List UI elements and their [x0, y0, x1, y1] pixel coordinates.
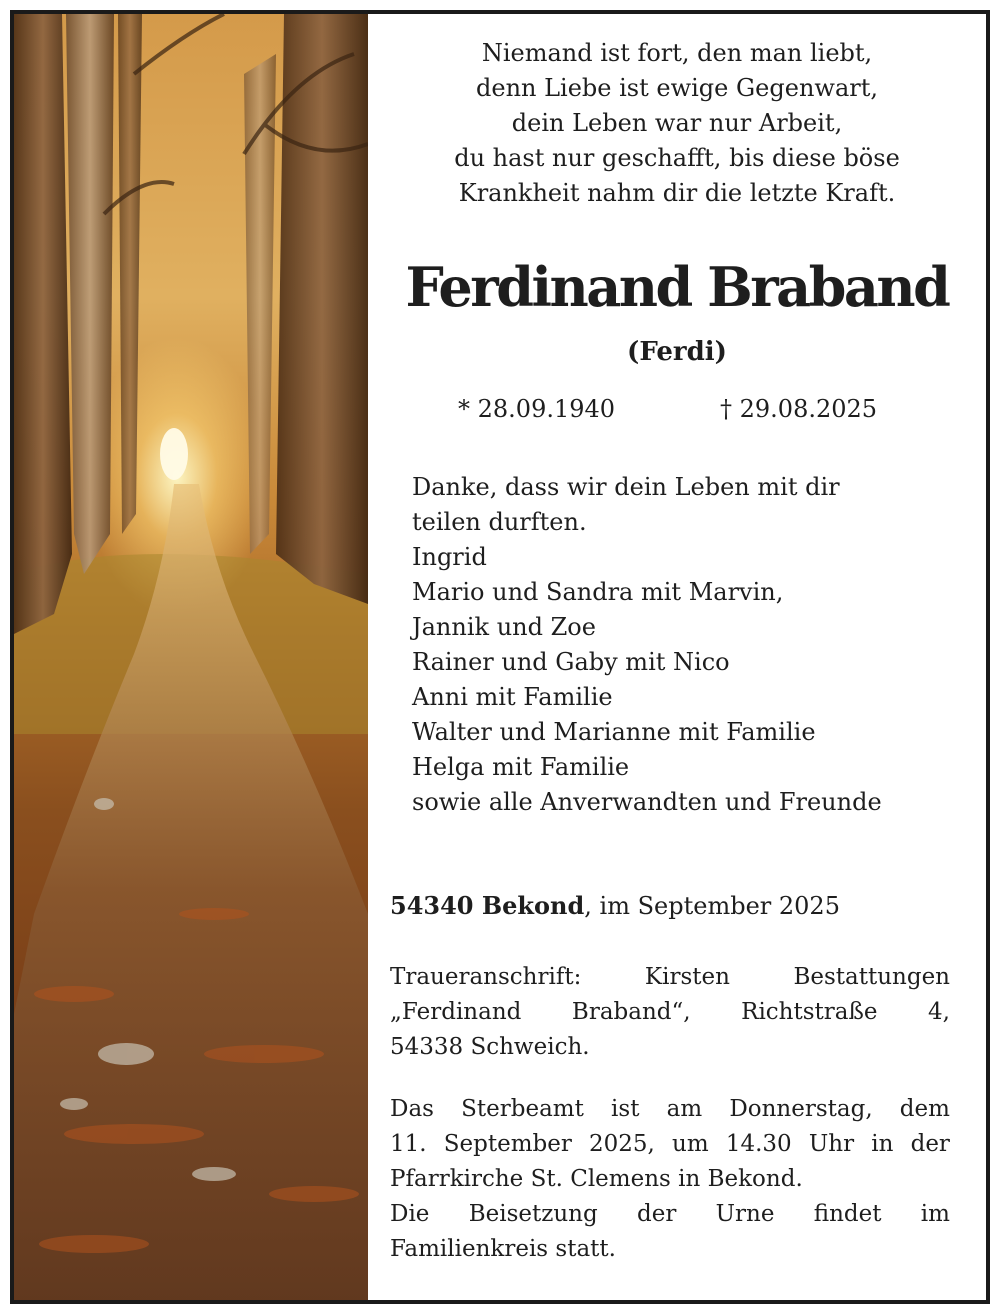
- place-town: 54340 Bekond: [390, 891, 585, 920]
- poem-line: du hast nur geschafft, bis diese böse: [454, 144, 900, 172]
- family-line: Mario und Sandra mit Marvin,: [412, 578, 784, 606]
- service-word: in: [871, 1131, 894, 1157]
- service-line: Familienkreis statt.: [390, 1236, 616, 1262]
- family-line: sowie alle Anverwandten und Freunde: [412, 788, 882, 816]
- poem-line: Krankheit nahm dir die letzte Kraft.: [458, 179, 896, 207]
- service-line: [390, 1197, 950, 1232]
- poem-line: denn Liebe ist ewige Gegenwart,: [476, 74, 878, 102]
- death-date: † 29.08.2025: [720, 395, 878, 423]
- address-line: 54338 Schweich.: [390, 1034, 590, 1060]
- service-word: September: [443, 1131, 572, 1157]
- service-word: Uhr: [808, 1131, 855, 1157]
- service-word: der: [637, 1201, 677, 1227]
- address-word: 4,: [928, 999, 950, 1025]
- forest-path-illustration: [14, 14, 368, 1300]
- service-line: Pfarrkirche St. Clemens in Bekond.: [390, 1166, 803, 1192]
- mourning-address: [390, 960, 950, 1065]
- memorial-poem: [368, 36, 986, 211]
- family-line: Rainer und Gaby mit Nico: [412, 648, 730, 676]
- place-date: , im September 2025: [584, 892, 840, 920]
- family-line: teilen durften.: [412, 508, 587, 536]
- place-and-date: [390, 889, 840, 923]
- address-word: Kirsten: [644, 964, 730, 990]
- service-word: Beisetzung: [468, 1201, 598, 1227]
- deceased-nickname: (Ferdi): [627, 337, 727, 367]
- service-word: ist: [611, 1096, 640, 1122]
- service-word: im: [920, 1201, 950, 1227]
- family-line: Danke, dass wir dein Leben mit dir: [412, 473, 840, 501]
- address-word: Richtstraße: [741, 999, 878, 1025]
- service-word: der: [910, 1131, 950, 1157]
- service-word: 2025,: [589, 1131, 655, 1157]
- service-word: um: [672, 1131, 709, 1157]
- address-line: [390, 995, 950, 1030]
- family-line: Anni mit Familie: [412, 683, 613, 711]
- service-word: findet: [813, 1201, 882, 1227]
- poem-line: dein Leben war nur Arbeit,: [511, 109, 843, 137]
- obituary-frame: [10, 10, 990, 1304]
- deceased-name: Ferdinand Braband: [405, 255, 949, 319]
- obituary-text: [368, 14, 986, 1300]
- address-word: Braband“,: [571, 999, 691, 1025]
- family-list: [412, 470, 882, 820]
- service-line: [390, 1127, 950, 1162]
- service-word: Das: [390, 1096, 434, 1122]
- service-word: Die: [390, 1201, 430, 1227]
- service-word: Urne: [715, 1201, 775, 1227]
- service-word: dem: [899, 1096, 950, 1122]
- service-word: 11.: [390, 1131, 427, 1157]
- service-word: 14.30: [725, 1131, 792, 1157]
- service-word: am: [666, 1096, 703, 1122]
- birth-date: * 28.09.1940: [458, 395, 616, 423]
- service-information: [390, 1092, 950, 1267]
- family-line: Walter und Marianne mit Familie: [412, 718, 816, 746]
- poem-line: Niemand ist fort, den man liebt,: [481, 39, 873, 67]
- service-word: Donnerstag,: [729, 1096, 873, 1122]
- forest-path-photo: [14, 14, 368, 1300]
- family-line: Helga mit Familie: [412, 753, 630, 781]
- service-word: Sterbeamt: [461, 1096, 584, 1122]
- address-word: „Ferdinand: [390, 999, 522, 1025]
- service-line: [390, 1092, 950, 1127]
- address-line: [390, 960, 950, 995]
- family-line: Jannik und Zoe: [412, 613, 596, 641]
- address-word: Traueranschrift:: [390, 964, 582, 990]
- address-word: Bestattungen: [793, 964, 950, 990]
- family-line: Ingrid: [412, 543, 487, 571]
